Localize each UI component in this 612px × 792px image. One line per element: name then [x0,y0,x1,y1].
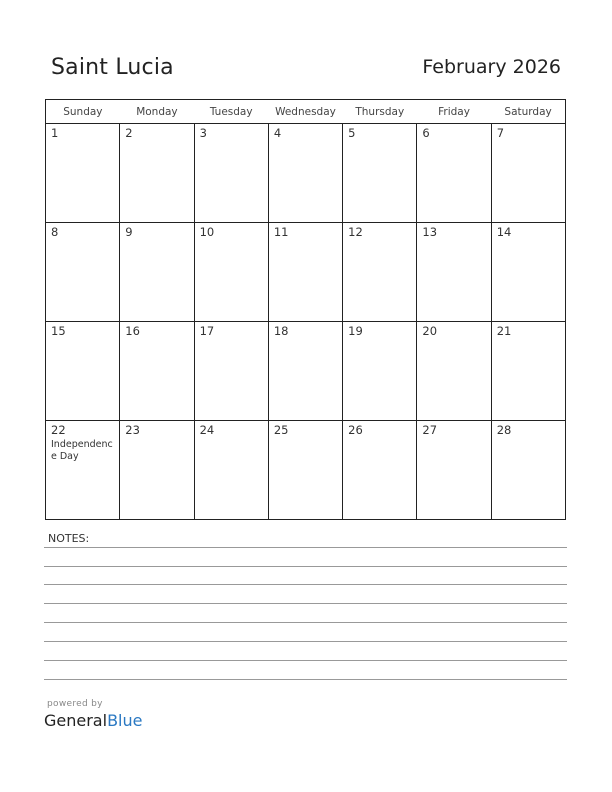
calendar-country-title: Saint Lucia [51,55,174,80]
day-number: 18 [273,324,289,338]
day-cell [46,124,120,223]
day-cell [46,421,120,520]
day-number: 17 [199,324,215,338]
note-line [44,679,567,680]
weekday-monday: Monday [120,100,194,124]
day-cell [491,124,565,223]
day-number: 12 [348,225,363,239]
day-number: 16 [125,324,140,338]
week-row [46,223,566,322]
note-line [44,660,567,661]
day-cell [343,124,417,223]
day-cell [268,421,342,520]
day-number: 7 [496,126,505,140]
day-number: 2 [125,126,133,140]
calendar-month-title: February 2026 [422,56,561,78]
day-number: 20 [422,324,438,338]
day-number: 10 [199,225,215,239]
day-number: 23 [125,423,140,437]
weekday-wednesday: Wednesday [268,100,342,124]
day-number: 21 [496,324,512,338]
day-number: 3 [199,126,207,140]
day-cell [46,223,120,322]
day-cell [120,124,194,223]
day-number: 22 [51,423,66,437]
day-number: 13 [422,225,438,239]
day-cell [343,421,417,520]
day-cell [46,322,120,421]
day-number: 19 [348,324,363,338]
day-cell [417,223,491,322]
day-cell [491,322,565,421]
week-row [46,322,566,421]
note-line [44,622,567,623]
day-cell [343,322,417,421]
day-number: 27 [422,423,438,437]
brand-blue: Blue [107,711,143,730]
day-number: 28 [496,423,512,437]
weekday-thursday: Thursday [343,100,417,124]
day-number: 9 [125,225,133,239]
day-cell [194,124,268,223]
day-cell [120,421,194,520]
note-line [44,547,567,548]
day-cell [268,322,342,421]
day-cell [417,124,491,223]
day-number: 14 [496,225,512,239]
day-number: 1 [51,126,59,140]
day-cell [268,223,342,322]
day-number: 5 [348,126,356,140]
note-line [44,566,567,567]
brand-general: General [44,711,108,730]
day-number: 26 [348,423,363,437]
day-cell [194,223,268,322]
day-cell [194,421,268,520]
day-number: 6 [422,126,430,140]
day-cell [491,421,565,520]
note-line [44,603,567,604]
powered-by-text: powered by [47,699,103,709]
day-number: 24 [199,423,215,437]
day-number: 4 [273,126,282,140]
weekday-friday: Friday [417,100,491,124]
generalblue-logo[interactable] [44,711,142,730]
day-cell [194,322,268,421]
holiday-label: Independence Day [51,439,113,462]
weekday-tuesday: Tuesday [194,100,268,124]
day-cell [417,421,491,520]
day-number: 25 [273,423,289,437]
day-number: 11 [273,225,289,239]
day-number: 8 [51,225,59,239]
week-row [46,421,566,520]
day-cell [268,124,342,223]
day-cell [491,223,565,322]
note-line [44,584,567,585]
day-cell [417,322,491,421]
weekday-saturday: Saturday [491,100,565,124]
day-cell [120,223,194,322]
notes-label: NOTES: [48,532,90,545]
calendar-grid [45,99,566,520]
weekday-sunday: Sunday [46,100,120,124]
note-line [44,641,567,642]
day-cell [343,223,417,322]
week-row [46,124,566,223]
day-cell [120,322,194,421]
weekday-header-row [46,100,566,124]
day-number: 15 [51,324,66,338]
